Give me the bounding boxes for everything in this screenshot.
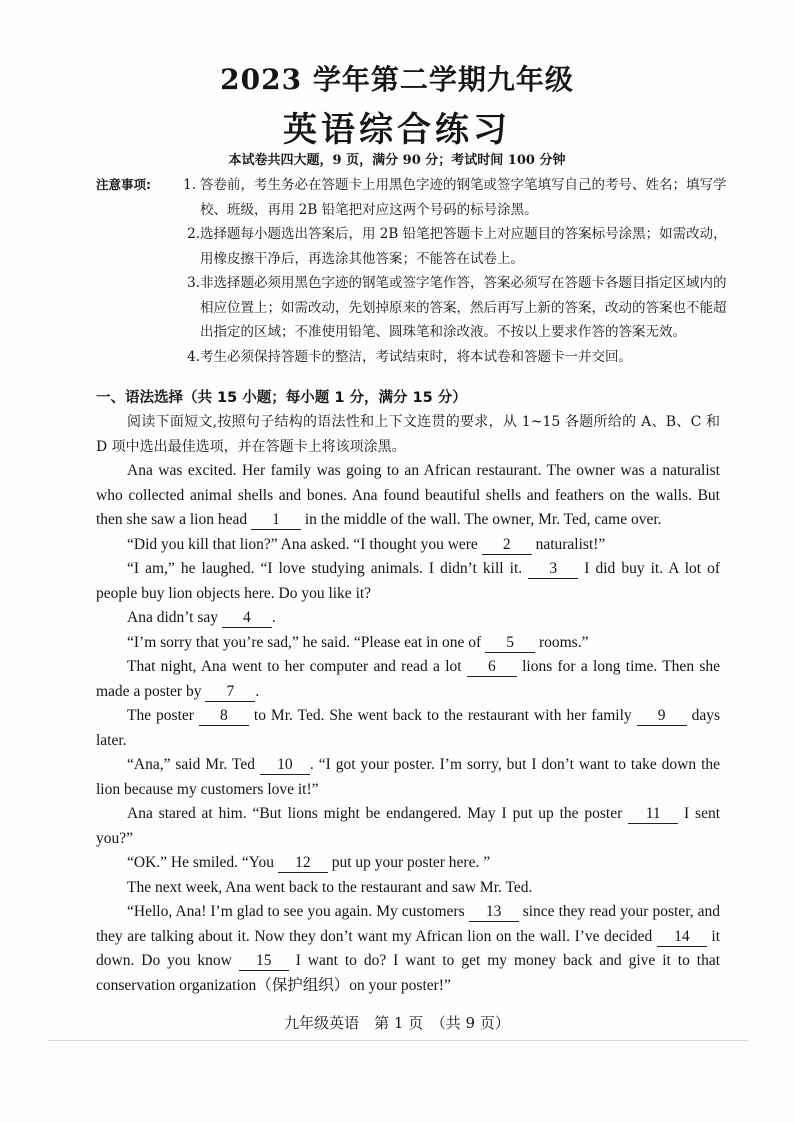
passage-text: “Did you kill that lion?” Ana asked. “I thought you were	[127, 535, 478, 553]
paragraph	[96, 655, 720, 704]
exam-info: 本试卷共四大题，9 页，满分 90 分；考试时间 100 分钟	[228, 153, 566, 168]
answer-blank: 7	[205, 683, 255, 702]
paragraph	[96, 459, 720, 533]
paragraph	[96, 802, 720, 851]
notice-item-number: 1.	[183, 177, 196, 193]
passage-text: I did buy it. A lot of people buy lion objects here. Do you like it?	[96, 560, 721, 602]
paragraph	[96, 851, 720, 876]
answer-blank: 13	[469, 903, 519, 922]
answer-blank: 9	[637, 707, 687, 726]
paragraph: The next week, Ana went back to the restaurant and saw Mr. Ted.	[127, 878, 533, 896]
footer-divider	[48, 1040, 748, 1041]
paragraph	[96, 606, 720, 631]
notice-item	[96, 222, 736, 271]
passage-text: . “I got your poster. I’m sorry, but I don’t want to take down the lion because my customers love it!”	[96, 756, 721, 798]
section-instruction: 阅读下面短文,按照句子结构的语法性和上下文连贯的要求，从 1~15 各题所给的 A、B、C 和 D 项中选出最佳选项，并在答题卡上将该项涂黑。	[96, 414, 720, 455]
passage-text: “OK.” He smiled. “You	[127, 854, 274, 871]
passage-text: to Mr. Ted. She went back to the restaurant with her family	[253, 707, 632, 724]
passage-text: “I’m sorry that you’re sad,” he said. “Please eat in one of	[127, 633, 482, 651]
answer-blank: 14	[657, 928, 707, 947]
paragraph	[96, 900, 720, 998]
answer-blank: 3	[528, 560, 578, 579]
notice-block	[96, 173, 736, 369]
passage-text: put up your poster here. ”	[331, 854, 491, 871]
exam-title: 2023 学年第二学期九年级	[220, 63, 574, 96]
passage-text: naturalist!”	[535, 535, 606, 553]
notice-item-number: 4.	[187, 348, 200, 365]
paragraph	[96, 753, 720, 802]
paragraph	[96, 631, 720, 656]
passage-text: since they read your poster, and they are talking about it. Now they don’t want my African lion on the wall. I’ve decided	[96, 903, 721, 945]
passage	[96, 410, 720, 998]
passage-text: “I am,” he laughed. “I love studying animals. I didn’t kill it.	[127, 560, 523, 577]
section-title: 一、语法选择（共 15 小题；每小题 1 分，满分 15 分）	[96, 390, 467, 406]
notice-item-text: 选择题每小题选出答案后，用 2B 铅笔把答题卡上对应题目的答案标号涂黑；如需改动，用橡皮擦干净后，再选涂其他答案；不能答在试卷上。	[200, 226, 727, 267]
answer-blank: 8	[199, 707, 249, 726]
answer-blank: 10	[260, 756, 310, 775]
exam-subject-title: 英语综合练习	[283, 110, 511, 150]
answer-blank: 6	[467, 658, 517, 677]
notice-item-number: 3.	[187, 275, 200, 291]
passage-text: days later.	[96, 707, 721, 749]
passage-text: I want to do? I want to get my money back and give it to that conservation organization（保护组织）on your poster!”	[96, 952, 721, 994]
paragraph	[96, 533, 720, 558]
answer-blank: 4	[222, 609, 272, 628]
passage-text: it down. Do you know	[96, 927, 721, 969]
answer-blank: 12	[278, 854, 328, 873]
notice-item-text: 非选择题必须用黑色字迹的钢笔或签字笔作答，答案必须写在答题卡各题目指定区域内的相应位置上；如需改动，先划掉原来的答案，然后再写上新的答案，改动的答案也不能超出指定的区域；不准使用铅笔、圆珠笔和涂改液。不按以上要求作答的答案无效。	[200, 275, 727, 340]
answer-blank: 1	[251, 511, 301, 530]
paragraph	[96, 557, 720, 606]
passage-text: Ana was excited. Her family was going to an African restaurant. The owner was a naturalist who collected animal shells and bones. Ana found beautiful shells and feathers on the walls. But then she saw a lion head	[96, 462, 720, 528]
page-footer: 九年级英语 第 1 页 （共 9 页）	[284, 1014, 510, 1032]
passage-text: Ana didn’t say	[127, 609, 218, 626]
notice-item	[96, 173, 736, 222]
paragraph	[96, 704, 720, 753]
passage-text: .	[271, 609, 276, 626]
passage-text: “Hello, Ana! I’m glad to see you again. My customers	[127, 903, 465, 920]
passage-text: The poster	[127, 707, 194, 724]
passage-text: in the middle of the wall. The owner, Mr. Ted, came over.	[304, 511, 662, 528]
notice-label: 注意事项:	[96, 177, 151, 192]
passage-text: lions for a long time. Then she made a poster by	[96, 658, 720, 700]
notice-item-text: 考生必须保持答题卡的整洁，考试结束时，将本试卷和答题卡一并交回。	[200, 348, 632, 365]
passage-text: Ana stared at him. “But lions might be endangered. May I put up the poster	[127, 805, 623, 822]
answer-blank: 2	[482, 536, 532, 555]
passage-text: “Ana,” said Mr. Ted	[127, 756, 255, 773]
notice-item	[96, 345, 736, 370]
passage-text: That night, Ana went to her computer and read a lot	[127, 658, 462, 675]
notice-item	[96, 271, 736, 345]
answer-blank: 11	[628, 805, 678, 824]
answer-blank: 5	[485, 634, 535, 653]
notice-item-number: 2.	[187, 226, 200, 242]
passage-text: .	[255, 682, 260, 700]
passage-text: I sent you?”	[96, 805, 721, 847]
notice-item-text: 答卷前，考生务必在答题卡上用黑色字迹的钢笔或签字笔填写自己的考号、姓名；填写学校、班级，再用 2B 铅笔把对应这两个号码的标号涂黑。	[200, 177, 727, 218]
passage-text: rooms.”	[538, 633, 589, 651]
answer-blank: 15	[239, 952, 289, 971]
